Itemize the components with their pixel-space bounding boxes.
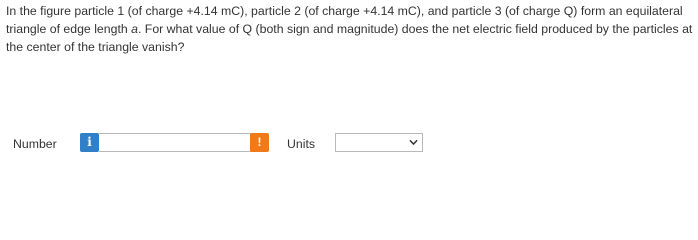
question-text <box>6 2 694 56</box>
units-label: Units <box>287 137 316 151</box>
number-input[interactable] <box>99 133 258 152</box>
question-part-1: In the figure particle 1 (of charge +4.14 mC), particle 2 (of charge +4.14 mC), and particle 3 (of charge Q) form an equilateral triangle of edge length <box>6 4 683 36</box>
number-label: Number <box>13 137 57 151</box>
answer-row <box>13 133 683 155</box>
chevron-down-icon <box>409 138 418 147</box>
units-select[interactable] <box>335 133 423 152</box>
info-icon[interactable]: i <box>80 133 99 152</box>
warning-icon[interactable]: ! <box>250 133 269 152</box>
edge-length-symbol: a <box>131 22 138 36</box>
question-part-2: . For what value of Q (both sign and magnitude) does the net electric field produced by the particles at the center of the triangle vanish? <box>6 22 693 54</box>
